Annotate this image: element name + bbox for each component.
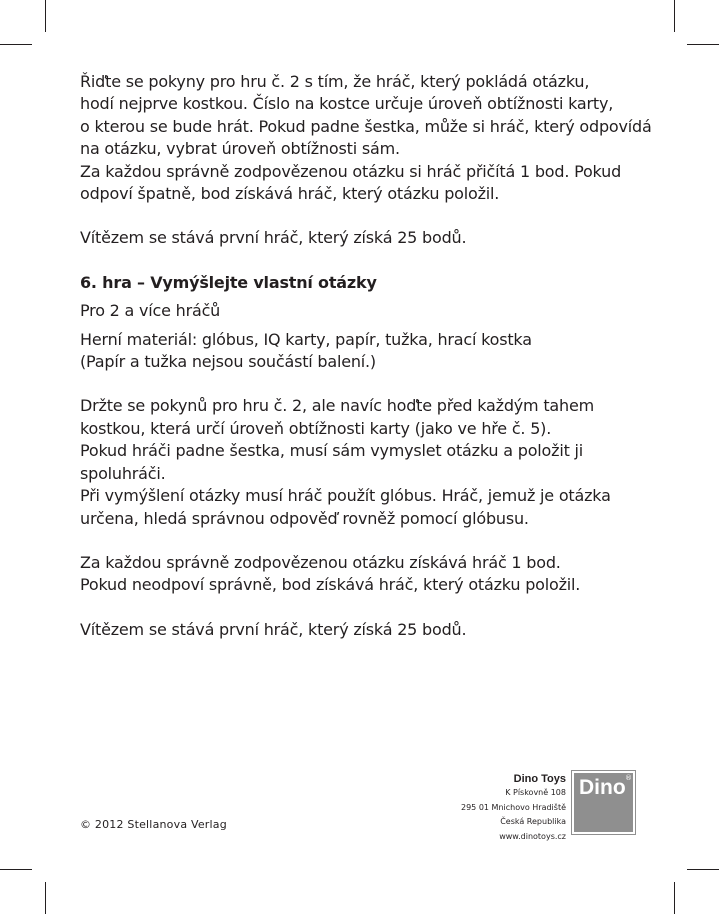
players-text: Pro 2 a více hráčů	[80, 301, 221, 321]
section-heading: 6. hra – Vymýšlejte vlastní otázky	[80, 272, 377, 292]
rules-line: spoluhráči.	[80, 463, 166, 483]
rules-line: Držte se pokynů pro hru č. 2, ale navíc hoďte před každým tahem	[80, 396, 594, 416]
address-line: 295 01 Mnichovo Hradiště	[461, 802, 566, 812]
rules-line: Pokud hráči padne šestka, musí sám vymyslet otázku a položit ji	[80, 441, 584, 461]
intro-line: Za každou správně zodpovězenou otázku si hráč přičítá 1 bod. Pokud	[80, 161, 622, 181]
address-line: K Pískovně 108	[505, 788, 566, 797]
publisher-name: Dino Toys	[513, 773, 566, 785]
crop-mark	[0, 44, 32, 45]
address-line: Česká Republika	[500, 817, 566, 826]
publisher-address	[461, 772, 566, 844]
crop-mark	[674, 882, 675, 914]
scoring-line: Za každou správně zodpovězenou otázku získává hráč 1 bod.	[80, 552, 561, 572]
crop-mark	[687, 869, 719, 870]
materials-line: Herní materiál: glóbus, IQ karty, papír, tužka, hrací kostka	[80, 329, 532, 349]
intro-line: Řiďte se pokyny pro hru č. 2 s tím, že hráč, který pokládá otázku,	[80, 72, 590, 91]
logo-text: Dino	[579, 776, 626, 799]
rules-line: Při vymýšlení otázky musí hráč použít glóbus. Hráč, jemuž je otázka	[80, 486, 611, 506]
crop-mark	[0, 869, 32, 870]
scoring-line: Pokud neodpoví správně, bod získává hráč, který otázku položil.	[80, 575, 581, 595]
crop-mark	[687, 44, 719, 45]
crop-mark	[45, 882, 46, 914]
intro-line: na otázku, vybrat úroveň obtížnosti sám.	[80, 139, 400, 159]
copyright: © 2012 Stellanova Verlag	[80, 818, 227, 831]
winner-text: Vítězem se stává první hráč, který získá 25 bodů.	[80, 619, 467, 639]
intro-line: odpoví špatně, bod získává hráč, který otázku položil.	[80, 184, 500, 204]
materials-line: (Papír a tužka nejsou součástí balení.)	[80, 352, 376, 372]
registered-mark: ®	[625, 774, 632, 782]
rules-line: kostkou, která určí úroveň obtížnosti karty (jako ve hře č. 5).	[80, 418, 552, 438]
rules-line: určena, hledá správnou odpověď rovněž pomocí glóbusu.	[80, 508, 529, 528]
page-content	[80, 71, 680, 641]
crop-mark	[674, 0, 675, 32]
intro-line: o kterou se bude hrát. Pokud padne šestka, může si hráč, který odpovídá	[80, 116, 652, 136]
crop-mark	[45, 0, 46, 32]
winner-text: Vítězem se stává první hráč, který získá 25 bodů.	[80, 228, 467, 248]
dino-logo	[572, 771, 635, 834]
intro-line: hodí nejprve kostkou. Číslo na kostce určuje úroveň obtížnosti karty,	[80, 94, 614, 114]
website-link: www.dinotoys.cz	[499, 831, 566, 841]
